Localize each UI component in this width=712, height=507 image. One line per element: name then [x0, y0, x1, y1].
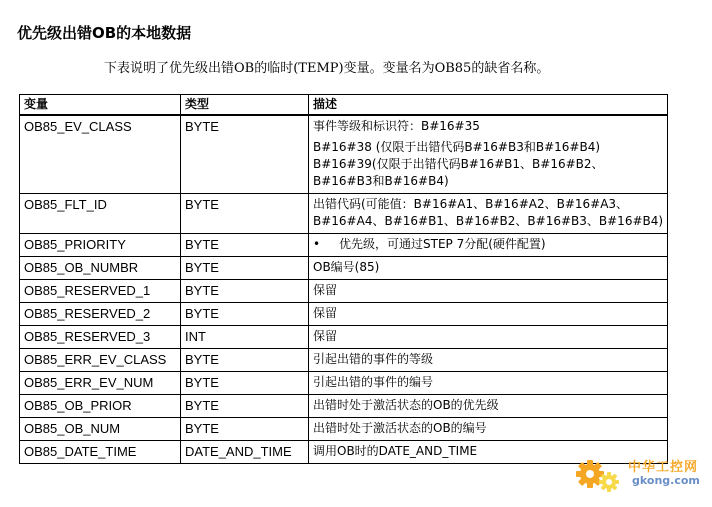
description-text: 引起出错的事件的等级 [313, 352, 434, 366]
cell-variable: OB85_OB_PRIOR [20, 395, 181, 418]
gear-icon [576, 452, 622, 498]
description-text: B#16#38 (仅限于出错代码B#16#B3和B#16#B4) [313, 140, 601, 154]
table-row [20, 418, 668, 441]
cell-description [309, 349, 668, 372]
cell-description [309, 372, 668, 395]
watermark-url: gkong.com [632, 474, 700, 487]
table-row [20, 194, 668, 234]
table-row [20, 234, 668, 257]
column-header-type: 类型 [181, 95, 309, 116]
column-header-description: 描述 [309, 95, 668, 116]
table-row [20, 115, 668, 194]
table-row [20, 303, 668, 326]
description-line [313, 196, 663, 213]
cell-variable: OB85_OB_NUM [20, 418, 181, 441]
cell-type: DATE_AND_TIME [181, 441, 309, 464]
cell-type: BYTE [181, 234, 309, 257]
description-line [313, 305, 663, 322]
description-line [313, 259, 663, 276]
table-row [20, 326, 668, 349]
cell-description [309, 303, 668, 326]
cell-variable: OB85_ERR_EV_CLASS [20, 349, 181, 372]
cell-type: BYTE [181, 115, 309, 194]
cell-variable: OB85_RESERVED_3 [20, 326, 181, 349]
cell-variable: OB85_OB_NUMBR [20, 257, 181, 280]
watermark-logo [576, 452, 708, 502]
cell-type: BYTE [181, 303, 309, 326]
cell-variable: OB85_PRIORITY [20, 234, 181, 257]
description-text: 出错时处于激活状态的OB的编号 [313, 421, 487, 435]
intro-paragraph: 下表说明了优先级出错OB的临时(TEMP)变量。变量名为OB85的缺省名称。 [104, 61, 550, 76]
description-line [313, 397, 663, 414]
table-row [20, 349, 668, 372]
cell-variable: OB85_RESERVED_1 [20, 280, 181, 303]
description-line [313, 351, 663, 368]
cell-type: BYTE [181, 257, 309, 280]
description-text: 保留 [313, 283, 338, 297]
local-data-table [19, 94, 668, 464]
watermark-name: 中华工控网 [628, 460, 699, 475]
table-row [20, 395, 668, 418]
description-line [313, 236, 663, 253]
cell-variable: OB85_EV_CLASS [20, 115, 181, 194]
cell-variable: OB85_ERR_EV_NUM [20, 372, 181, 395]
cell-description [309, 418, 668, 441]
description-line [313, 420, 663, 437]
table-row [20, 372, 668, 395]
description-text: 出错代码(可能值：B#16#A1、B#16#A2、B#16#A3、 [313, 197, 629, 211]
cell-type: BYTE [181, 395, 309, 418]
table-header-row [20, 95, 668, 116]
description-text: B#16#39(仅限于出错代码B#16#B1、B#16#B2、 [313, 157, 604, 171]
cell-type: INT [181, 326, 309, 349]
section-heading: 优先级出错OB的本地数据 [17, 24, 192, 42]
cell-variable: OB85_FLT_ID [20, 194, 181, 234]
cell-type: BYTE [181, 280, 309, 303]
cell-type: BYTE [181, 372, 309, 395]
table-row [20, 280, 668, 303]
description-text: 优先级，可通过STEP 7分配(硬件配置) [339, 237, 546, 251]
description-line [313, 118, 663, 135]
cell-description [309, 115, 668, 194]
cell-type: BYTE [181, 418, 309, 441]
description-text: OB编号(85) [313, 260, 380, 274]
cell-type: BYTE [181, 194, 309, 234]
description-line [313, 213, 663, 230]
cell-description [309, 194, 668, 234]
description-text: 事件等级和标识符：B#16#35 [313, 119, 480, 133]
cell-variable: OB85_RESERVED_2 [20, 303, 181, 326]
cell-description [309, 395, 668, 418]
cell-description [309, 257, 668, 280]
description-text: 出错时处于激活状态的OB的优先级 [313, 398, 499, 412]
description-text: 保留 [313, 329, 338, 343]
description-text: 调用OB时的DATE_AND_TIME [313, 444, 478, 458]
cell-variable: OB85_DATE_TIME [20, 441, 181, 464]
description-line [313, 156, 663, 173]
description-text: 引起出错的事件的编号 [313, 375, 434, 389]
description-line [313, 139, 663, 156]
bullet-marker: • [313, 237, 321, 251]
description-line [313, 374, 663, 391]
description-line [313, 328, 663, 345]
cell-description [309, 280, 668, 303]
description-text: 保留 [313, 306, 338, 320]
description-text: B#16#B3和B#16#B4) [313, 174, 449, 188]
cell-type: BYTE [181, 349, 309, 372]
cell-description [309, 234, 668, 257]
description-text: B#16#A4、B#16#B1、B#16#B2、B#16#B3、B#16#B4) [313, 214, 664, 228]
column-header-variable: 变量 [20, 95, 181, 116]
table-row [20, 257, 668, 280]
cell-description [309, 326, 668, 349]
table-row [20, 441, 668, 464]
description-line [313, 173, 663, 190]
description-line [313, 282, 663, 299]
